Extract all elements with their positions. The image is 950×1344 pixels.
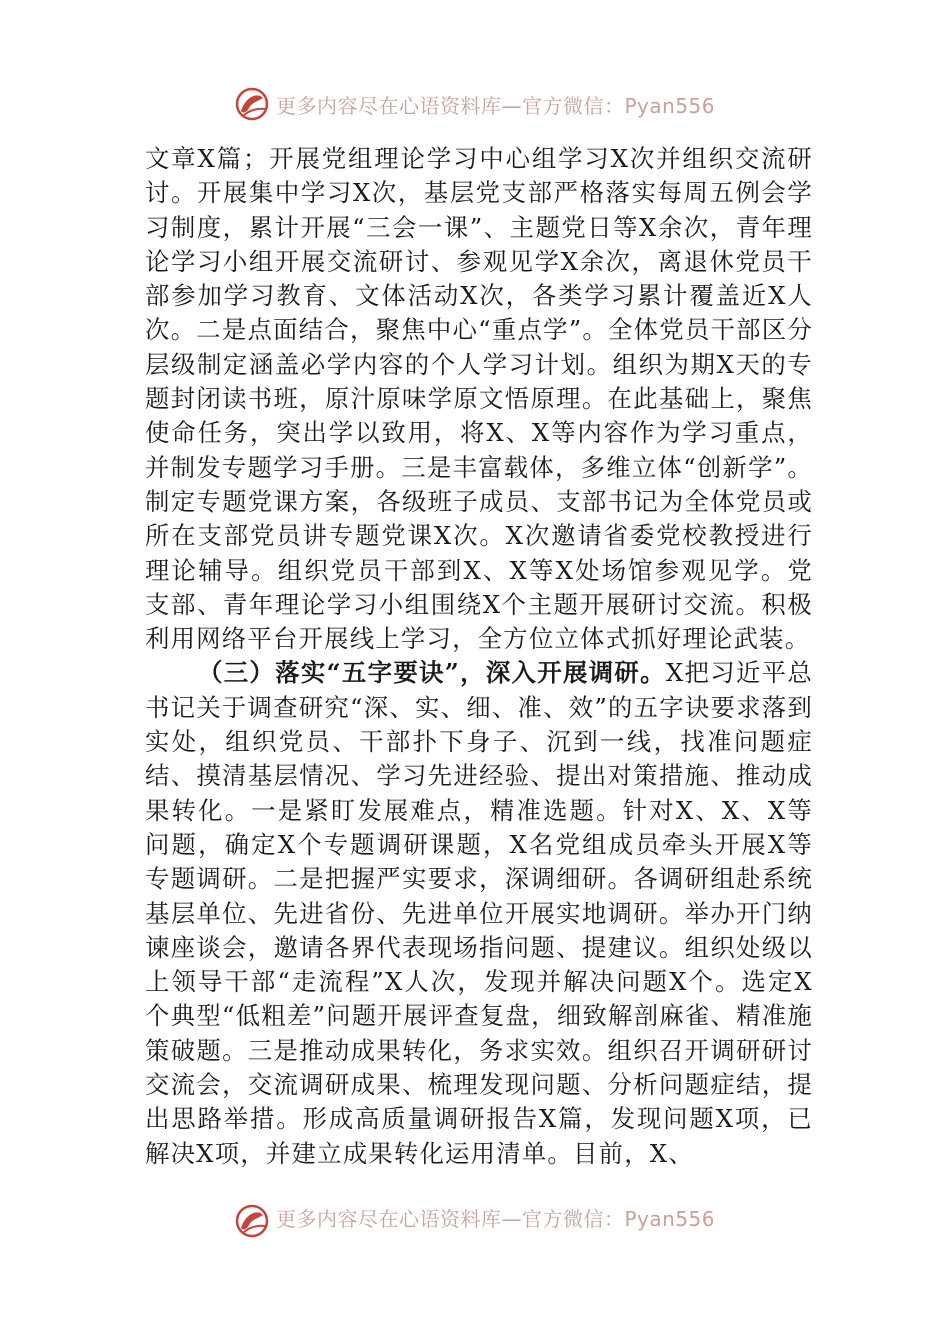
watermark-text: 更多内容尽在心语资料库—官方微信：Pyan556: [276, 1206, 716, 1231]
section-body-text: X把习近平总书记关于调查研究“深、实、细、准、效”的五字诀要求落到实处，组织党员、干部扑下身子、沉到一线，找准问题症结、摸清基层情况、学习先进经验、提出对策措施、推动成果转化。一是紧盯发展难点，精准选题。针对X、X、X等问题，确定X个专题调研课题，X名党组成员牵头开展X等专题调研。二是把握严实要求，深调细研。各调研组赴系统基层单位、先进省份、先进单位开展实地调研。举办开门纳谏座谈会，邀请各界代表现场指问题、提建议。组织处级以上领导干部“走流程”X人次，发现并解决问题X个。选定X个典型“低粗差”问题开展评查复盘，细致解剖麻雀、精准施策破题。三是推动成果转化，务求实效。组织召开调研研讨交流会，交流调研成果、梳理发现问题、分析问题症结，提出思路举措。形成高质量调研报告X篇，发现问题X项，已解决X项，并建立成果转化运用清单。目前，X、: [145, 658, 813, 1168]
watermark-logo-icon: [232, 84, 272, 124]
section-heading: （三）落实“五字要诀”，深入开展调研。: [198, 658, 666, 688]
paragraph-continued: 文章X篇；开展党组理论学习中心组学习X次并组织交流研讨。开展集中学习X次，基层党支部严格落实每周五例会学习制度，累计开展“三会一课”、主题党日等X余次，青年理论学习小组开展交流研讨、参观见学X余次，离退休党员干部参加学习教育、文体活动X次，各类学习累计覆盖近X人次。二是点面结合，聚焦中心“重点学”。全体党员干部区分层级制定涵盖必学内容的个人学习计划。组织为期X天的专题封闭读书班，原汁原味学原文悟原理。在此基础上，聚焦使命任务，突出学以致用，将X、X等内容作为学习重点，并制发专题学习手册。三是丰富载体，多维立体“创新学”。制定专题党课方案，各级班子成员、支部书记为全体党员或所在支部党员讲专题党课X次。X次邀请省委党校教授进行理论辅导。组织党员干部到X、X等X处场馆参观见学。党支部、青年理论学习小组围绕X个主题开展研讨交流。积极利用网络平台开展线上学习，全方位立体式抓好理论武装。: [145, 144, 813, 654]
watermark-text: 更多内容尽在心语资料库—官方微信：Pyan556: [276, 93, 716, 118]
document-body: [145, 142, 813, 1171]
paragraph-section-three: [145, 656, 813, 1170]
header-watermark: [232, 84, 732, 124]
footer-watermark: [232, 1204, 732, 1238]
watermark-logo-icon: [232, 1204, 272, 1238]
